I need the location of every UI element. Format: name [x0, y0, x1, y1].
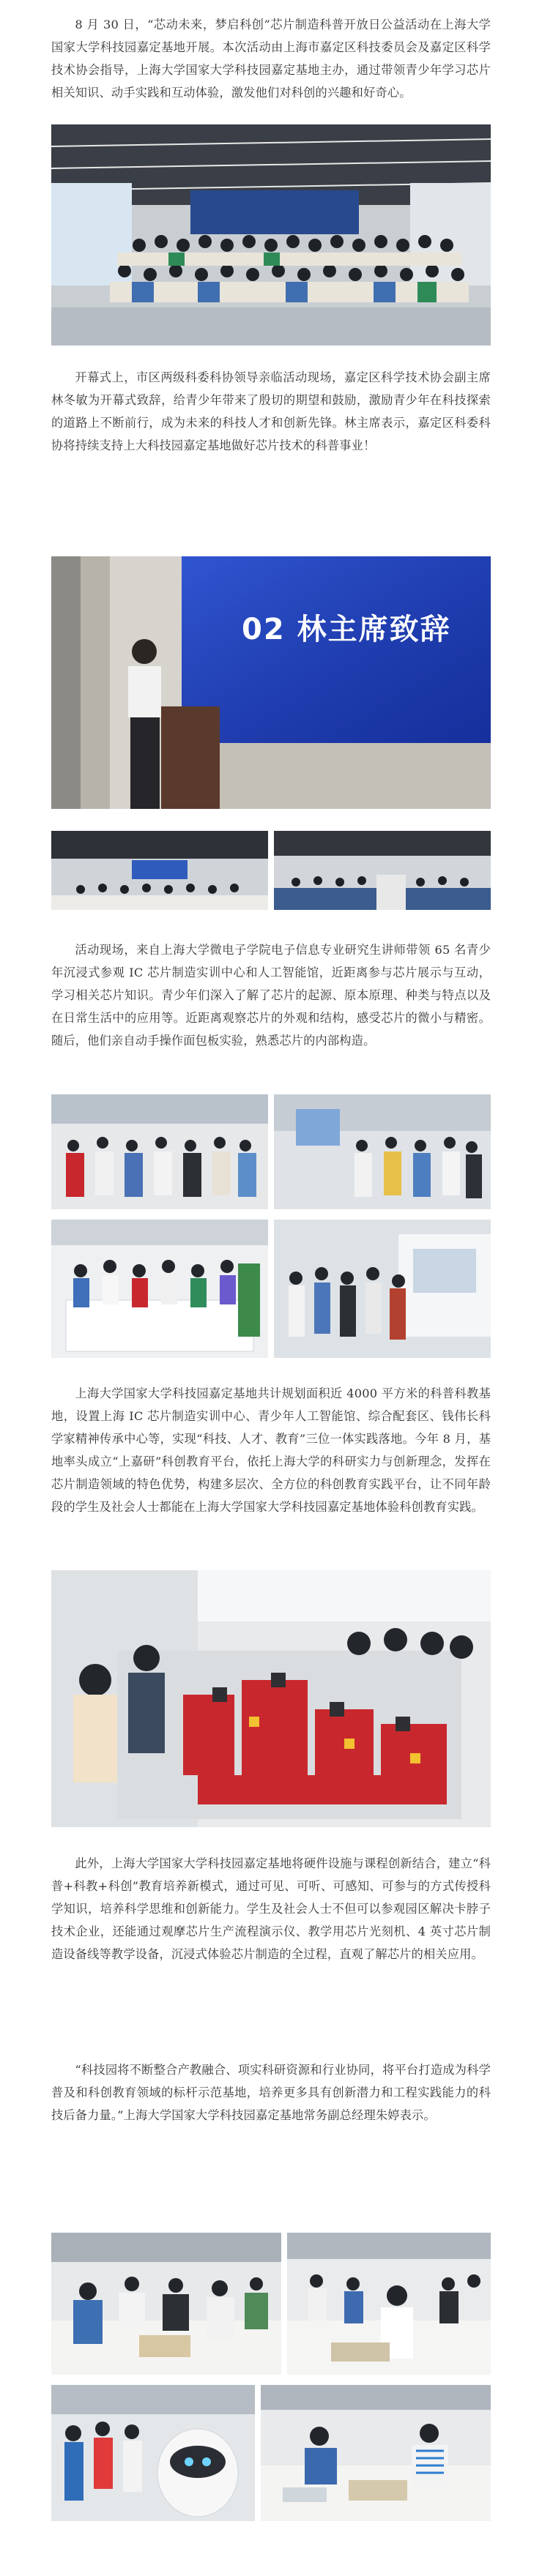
paragraph-base-intro: 上海大学国家大学科技园嘉定基地共计规划面积近 4000 平方米的科普科教基地，设置上海 IC 芯片制造实训中心、青少年人工智能馆、综合配套区、钱伟长科学家精神传承中心等，实现“科技、人才、教育”三位一体实践落地。今年 8 月，基地率头成立“上嘉研”科创教育平台，依托上海大学的科研实力与创新理念，发挥在芯片制造领域的特色优势，构建多层次、全方位的科创教育实践平台，让不同年龄段的学生及社会人士都能在上海大学国家大学科技园嘉定基地体验科创教育实践。: [51, 1386, 491, 1514]
photo-opening-speech: [51, 556, 491, 809]
paragraph-new-model: 此外，上海大学国家大学科技园嘉定基地将硬件设施与课程创新结合，建立“科普+科教+科创”教育培养新模式，通过可见、可听、可感知、可参与的方式传授科学知识，培养科学思维和创新能力。学生及社会人士不但可以参观园区解决卡脖子技术企业，还能通过观摩芯片生产流程演示仪、教学用芯片光刻机、4 英寸芯片制造设备线等教学设备，沉浸式体验芯片制造的全过程，直观了解芯片的相关应用。: [51, 1856, 491, 1961]
photo-hall-right: [274, 831, 491, 910]
photo-class-1: [51, 2233, 281, 2375]
paragraph-visit: 活动现场，来自上海大学微电子学院电子信息专业研究生讲师带领 65 名青少年沉浸式参观 IC 芯片制造实训中心和人工智能馆，近距离参与芯片展示与互动，学习相关芯片知识。青少年们深入了解了芯片的起源、原本原理、种类与特点以及在日常生活中的应用等。近距离观察芯片的外观和结构，感受芯片的微小与精密。随后，他们亲自动手操作面包板实验，熟悉芯片的内部构造。: [51, 943, 491, 1048]
photo-hall-left: [51, 831, 268, 910]
photo-class-3: [51, 2385, 255, 2521]
paragraph-quote: “科技园将不断整合产教融合、项实科研资源和行业协同，将平台打造成为科学普及和科创教育领域的标杆示范基地，培养更多具有创新潜力和工程实践能力的科技后备力量。”上海大学国家大学科技园嘉定基地常务副总经理朱婷表示。: [51, 2063, 491, 2122]
photo-visit-2: [274, 1094, 491, 1209]
photo-group-audience: [51, 124, 491, 346]
stage-screen-title: 02 林主席致辞: [242, 613, 451, 646]
photo-class-4: [261, 2385, 491, 2521]
photo-visit-3: [51, 1220, 268, 1358]
photo-visit-1: [51, 1094, 268, 1209]
photo-visit-4: [274, 1220, 491, 1358]
paragraph-intro: 8 月 30 日，“芯动未来，梦启科创”芯片制造科普开放日公益活动在上海大学国家大学科技园嘉定基地开展。本次活动由上海市嘉定区科技委员会及嘉定区科学技术协会指导，上海大学国家大学科技园嘉定基地主办，通过带领青少年学习芯片相关知识、动手实践和互动体验，激发他们对科创的兴趣和好奇心。: [51, 18, 491, 100]
photo-class-2: [287, 2233, 491, 2375]
photo-lego-model: [51, 1570, 491, 1827]
paragraph-opening: 开幕式上，市区两级科委科协领导亲临活动现场，嘉定区科学技术协会副主席林冬敏为开幕式致辞，给青少年带来了殷切的期望和鼓励，激励青少年在科技探索的道路上不断前行，成为未来的科技人才和创新先锋。林主席表示，嘉定区科委科协将持续支持上大科技园嘉定基地做好芯片技术的科普事业！: [51, 370, 491, 452]
